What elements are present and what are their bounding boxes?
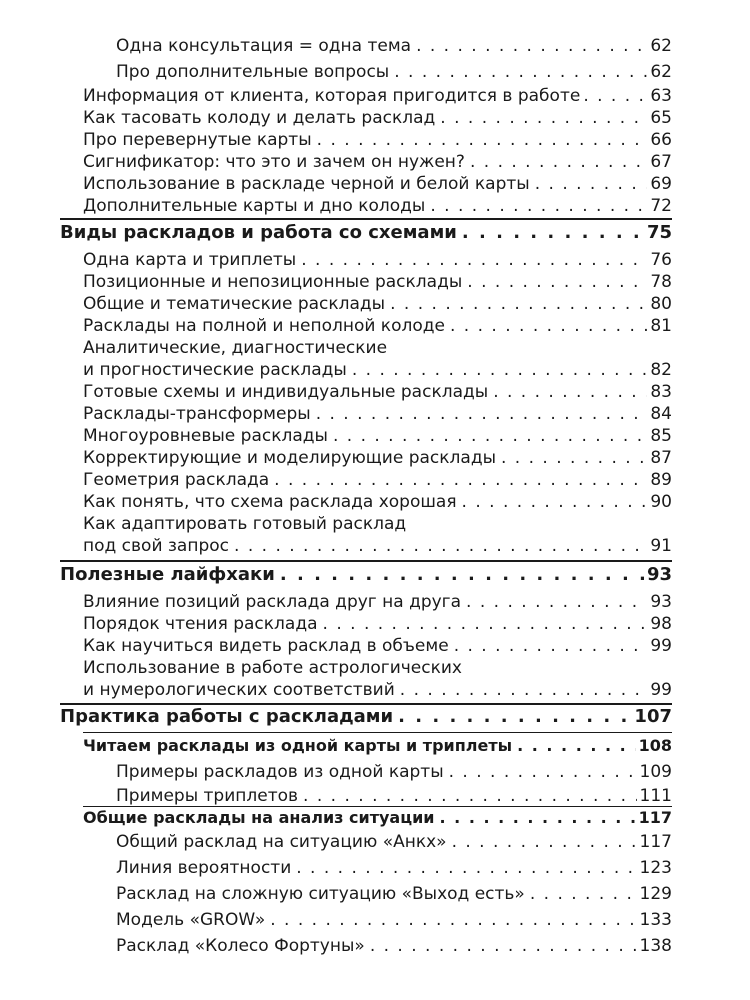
dot-leader xyxy=(452,832,637,852)
toc-entry xyxy=(83,196,672,216)
entry-page: 81 xyxy=(650,316,672,336)
section-title: Практика работы с раскладами xyxy=(60,706,394,727)
toc-entry xyxy=(83,592,672,612)
section-page: 107 xyxy=(634,706,672,727)
entry-page: 78 xyxy=(650,272,672,292)
dot-leader xyxy=(535,174,648,194)
toc-entry xyxy=(83,250,672,270)
toc-entry xyxy=(83,360,672,380)
dot-leader xyxy=(394,62,647,82)
entry-title: Сигнификатор: что это и зачем он нужен? xyxy=(83,152,465,172)
dot-leader xyxy=(440,108,647,128)
dot-leader xyxy=(462,222,644,243)
dot-leader xyxy=(352,360,648,380)
entry-title: Одна консультация = одна тема xyxy=(116,36,412,56)
dot-leader xyxy=(323,614,648,634)
dot-leader xyxy=(454,636,648,656)
toc-entry xyxy=(116,884,672,904)
dot-leader xyxy=(398,706,631,727)
toc-entry xyxy=(116,762,672,782)
entry-title: под свой запрос xyxy=(83,536,230,556)
dot-leader xyxy=(517,736,635,755)
dot-leader xyxy=(530,884,637,904)
dot-leader xyxy=(466,592,647,612)
entry-page: 111 xyxy=(639,786,672,806)
entry-title: Про дополнительные вопросы xyxy=(116,62,390,82)
entry-title: Линия вероятности xyxy=(116,858,292,878)
toc-subsection xyxy=(83,736,672,755)
entry-page: 129 xyxy=(639,884,672,904)
entry-title: Расклад «Колесо Фортуны» xyxy=(116,936,365,956)
entry-page: 69 xyxy=(650,174,672,194)
entry-title-line1: Как адаптировать готовый расклад xyxy=(83,514,407,534)
toc-entry xyxy=(116,786,672,806)
dot-leader xyxy=(370,936,637,956)
section-title: Полезные лайфхаки xyxy=(60,564,275,585)
toc-entry xyxy=(83,382,672,402)
entry-title: Многоуровневые расклады xyxy=(83,426,328,446)
dot-leader xyxy=(501,448,647,468)
entry-title: и прогностические расклады xyxy=(83,360,347,380)
entry-title: Общие и тематические расклады xyxy=(83,294,386,314)
dot-leader xyxy=(274,470,647,490)
toc-entry xyxy=(83,108,672,128)
toc-entry xyxy=(83,426,672,446)
entry-page: 84 xyxy=(650,404,672,424)
entry-page: 62 xyxy=(650,36,672,56)
entry-title: Расклады-трансформеры xyxy=(83,404,311,424)
entry-title: Информация от клиента, которая пригодится в работе xyxy=(83,86,581,106)
entry-page: 80 xyxy=(650,294,672,314)
toc-entry xyxy=(83,86,672,106)
entry-page: 66 xyxy=(650,130,672,150)
entry-page: 89 xyxy=(650,470,672,490)
entry-page: 76 xyxy=(650,250,672,270)
toc-entry xyxy=(83,470,672,490)
entry-title: Примеры раскладов из одной карты xyxy=(116,762,444,782)
entry-title: и нумерологических соответствий xyxy=(83,680,395,700)
entry-title: Влияние позиций расклада друг на друга xyxy=(83,592,462,612)
entry-page: 99 xyxy=(650,636,672,656)
entry-page: 123 xyxy=(639,858,672,878)
entry-title: Про перевернутые карты xyxy=(83,130,312,150)
dot-leader xyxy=(450,316,647,336)
toc-section xyxy=(60,222,672,243)
dot-leader xyxy=(316,404,648,424)
dot-leader xyxy=(270,910,636,930)
entry-title: Как понять, что схема расклада хорошая xyxy=(83,492,457,512)
subsection-title: Общие расклады на анализ ситуации xyxy=(83,808,435,827)
entry-page: 85 xyxy=(650,426,672,446)
section-title: Виды раскладов и работа со схемами xyxy=(60,222,457,243)
entry-page: 67 xyxy=(650,152,672,172)
entry-page: 82 xyxy=(650,360,672,380)
toc-subsection xyxy=(83,808,672,827)
dot-leader xyxy=(430,196,647,216)
toc-entry xyxy=(83,680,672,700)
entry-title: Готовые схемы и индивидуальные расклады xyxy=(83,382,489,402)
entry-title: Модель «GROW» xyxy=(116,910,266,930)
dot-leader xyxy=(440,808,636,827)
toc-entry xyxy=(83,130,672,150)
dot-leader xyxy=(583,86,647,106)
entry-page: 87 xyxy=(650,448,672,468)
dot-leader xyxy=(317,130,648,150)
entry-page: 72 xyxy=(650,196,672,216)
entry-page: 133 xyxy=(639,910,672,930)
entry-title: Использование в раскладе черной и белой карты xyxy=(83,174,530,194)
toc-entry xyxy=(83,614,672,634)
entry-title: Расклад на сложную ситуацию «Выход есть» xyxy=(116,884,525,904)
toc-entry xyxy=(116,910,672,930)
entry-page: 93 xyxy=(650,592,672,612)
entry-title: Одна карта и триплеты xyxy=(83,250,297,270)
toc-entry xyxy=(83,316,672,336)
dot-leader xyxy=(234,536,647,556)
toc-entry xyxy=(83,174,672,194)
entry-title-line1: Использование в работе астрологических xyxy=(83,658,462,678)
dot-leader xyxy=(449,762,637,782)
toc-entry xyxy=(83,492,672,512)
toc-entry xyxy=(83,404,672,424)
dot-leader xyxy=(280,564,644,585)
entry-title: Корректирующие и моделирующие расклады xyxy=(83,448,496,468)
dot-leader xyxy=(390,294,647,314)
toc-entry xyxy=(116,832,672,852)
entry-title: Порядок чтения расклада xyxy=(83,614,318,634)
entry-title: Расклады на полной и неполной колоде xyxy=(83,316,445,336)
subsection-page: 117 xyxy=(638,808,672,827)
toc-entry xyxy=(83,536,672,556)
subsection-divider xyxy=(83,732,672,733)
section-divider xyxy=(60,218,672,220)
dot-leader xyxy=(470,152,647,172)
dot-leader xyxy=(467,272,647,292)
dot-leader xyxy=(333,426,647,446)
entry-page: 98 xyxy=(650,614,672,634)
toc-entry xyxy=(83,152,672,172)
dot-leader xyxy=(301,250,647,270)
entry-title: Как научиться видеть расклад в объеме xyxy=(83,636,449,656)
entry-title: Как тасовать колоду и делать расклад xyxy=(83,108,436,128)
toc-entry xyxy=(83,448,672,468)
subsection-title: Читаем расклады из одной карты и триплеты xyxy=(83,736,513,755)
entry-page: 63 xyxy=(650,86,672,106)
entry-title: Геометрия расклада xyxy=(83,470,270,490)
section-page: 93 xyxy=(646,564,672,585)
entry-title: Общий расклад на ситуацию «Анкх» xyxy=(116,832,447,852)
toc-entry xyxy=(116,858,672,878)
section-divider xyxy=(60,560,672,562)
entry-title: Примеры триплетов xyxy=(116,786,299,806)
dot-leader xyxy=(462,492,648,512)
toc-entry xyxy=(116,936,672,956)
entry-page: 138 xyxy=(639,936,672,956)
toc-entry xyxy=(83,272,672,292)
entry-page: 99 xyxy=(650,680,672,700)
entry-page: 83 xyxy=(650,382,672,402)
dot-leader xyxy=(400,680,648,700)
dot-leader xyxy=(296,858,636,878)
entry-page: 90 xyxy=(650,492,672,512)
section-page: 75 xyxy=(646,222,672,243)
entry-page: 91 xyxy=(650,536,672,556)
subsection-page: 108 xyxy=(638,736,672,755)
dot-leader xyxy=(493,382,647,402)
entry-page: 117 xyxy=(639,832,672,852)
entry-page: 109 xyxy=(639,762,672,782)
toc-entry xyxy=(116,62,672,82)
entry-title-line1: Аналитические, диагностические xyxy=(83,338,388,358)
toc-entry xyxy=(83,294,672,314)
section-divider xyxy=(60,703,672,705)
toc-section xyxy=(60,706,672,727)
toc-entry xyxy=(83,636,672,656)
dot-leader xyxy=(303,786,637,806)
entry-page: 65 xyxy=(650,108,672,128)
dot-leader xyxy=(416,36,647,56)
entry-title: Позиционные и непозиционные расклады xyxy=(83,272,463,292)
entry-title: Дополнительные карты и дно колоды xyxy=(83,196,426,216)
entry-page: 62 xyxy=(650,62,672,82)
toc-section xyxy=(60,564,672,585)
subsection-divider xyxy=(83,806,672,807)
toc-entry xyxy=(116,36,672,56)
